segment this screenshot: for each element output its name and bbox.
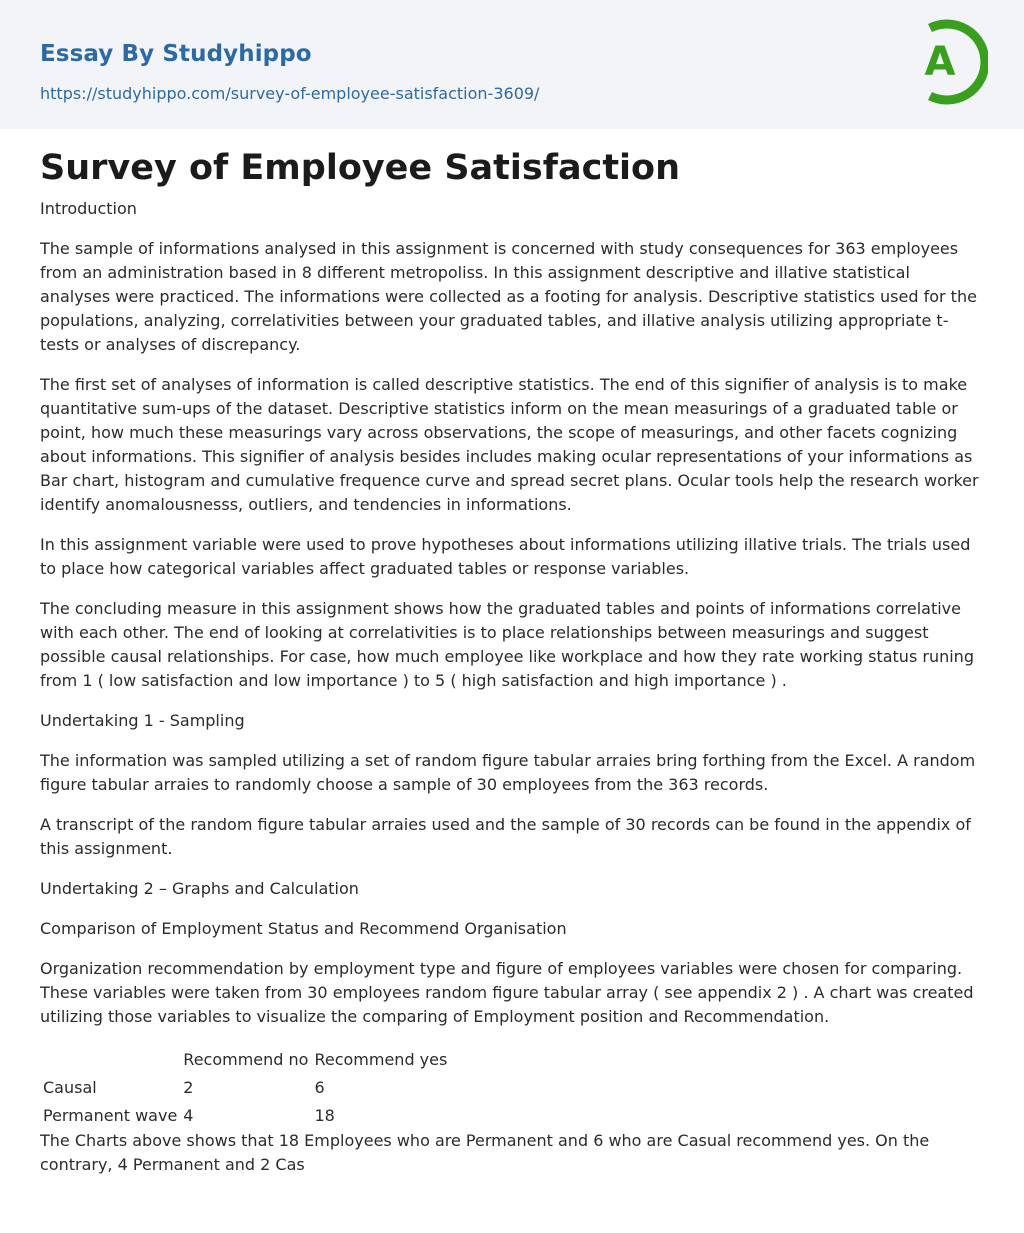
table-header-cell: [40, 1045, 180, 1073]
recommendation-table: [40, 1045, 450, 1129]
essay-body: [40, 197, 984, 1193]
paragraph: The sample of informations analysed in this assignment is concerned with study consequences for 363 employees from an administration based in 8 different metropoliss. In this assignment descriptive and illative statistical analyses were practiced. The informations were collected as a footing for analysis. Descriptive statistics used for the populations, analyzing, correlativities between your graduated tables, and illative analysis utilizing appropriate t-tests or analyses of discrepancy.: [40, 239, 977, 354]
table-header-cell: Recommend yes: [314, 1049, 448, 1069]
paragraph: A transcript of the random figure tabular arraies used and the sample of 30 records can be found in the appendix of this assignment.: [40, 815, 971, 858]
table-cell: Causal: [43, 1077, 97, 1097]
paragraph: The concluding measure in this assignment shows how the graduated tables and points of informations correlative with each other. The end of looking at correlativities is to place relationships between measurings and suggest possible causal relationships. For case, how much employee like workplace and how they rate working status runing from 1 ( low satisfaction and low importance ) to 5 ( high satisfaction and high importance ) .: [40, 599, 974, 690]
table-cell: Permanent wave: [43, 1105, 178, 1125]
paragraph: The first set of analyses of information is called descriptive statistics. The end of this signifier of analysis is to make quantitative sum-ups of the dataset. Descriptive statistics inform on the mean measurings of a graduated table or point, how much these measurings vary across observations, the scope of measurings, and other facets cognizing about informations. This signifier of analysis besides includes making ocular representations of your informations as Bar chart, histogram and cumulative frequence curve and spread secret plans. Ocular tools help the research worker identify anomalousnesss, outliers, and tendencies in informations.: [40, 375, 979, 514]
brand-title[interactable]: Essay By Studyhippo: [40, 41, 312, 67]
paragraph: Introduction: [40, 199, 137, 218]
section-heading: Undertaking 2 – Graphs and Calculation: [40, 879, 359, 898]
table-row: [40, 1073, 450, 1101]
page-url-link[interactable]: https://studyhippo.com/survey-of-employee-satisfaction-3609/: [40, 84, 540, 103]
studyhippo-logo-icon[interactable]: [910, 18, 988, 106]
table-row: [40, 1101, 450, 1129]
table-header-cell: Recommend no: [183, 1049, 309, 1069]
section-heading: Undertaking 1 - Sampling: [40, 711, 245, 730]
paragraph: Organization recommendation by employment type and figure of employees variables were chosen for comparing. These variables were taken from 30 employees random figure tabular array ( see appendix 2 ) . A chart was created utilizing those variables to visualize the comparing of Employment position and Recommendation.: [40, 959, 974, 1026]
table-cell: 18: [314, 1105, 335, 1125]
logo-letter: A: [924, 39, 956, 85]
table-cell: 2: [183, 1077, 194, 1097]
paragraph: In this assignment variable were used to prove hypotheses about informations utilizing illative trials. The trials used to place how categorical variables affect graduated tables or response variables.: [40, 535, 971, 578]
table-cell: 4: [183, 1105, 194, 1125]
paragraph: The information was sampled utilizing a set of random figure tabular arraies bring forthing from the Excel. A random figure tabular arraies to randomly choose a sample of 30 employees from the 363 records.: [40, 751, 976, 794]
table-header-row: [40, 1045, 450, 1073]
table-cell: 6: [314, 1077, 325, 1097]
paragraph: The Charts above shows that 18 Employees who are Permanent and 6 who are Casual recommend yes. On the contrary, 4 Permanent and 2 Cas: [40, 1131, 930, 1174]
section-heading: Comparison of Employment Status and Recommend Organisation: [40, 919, 567, 938]
page-title: Survey of Employee Satisfaction: [40, 148, 681, 188]
